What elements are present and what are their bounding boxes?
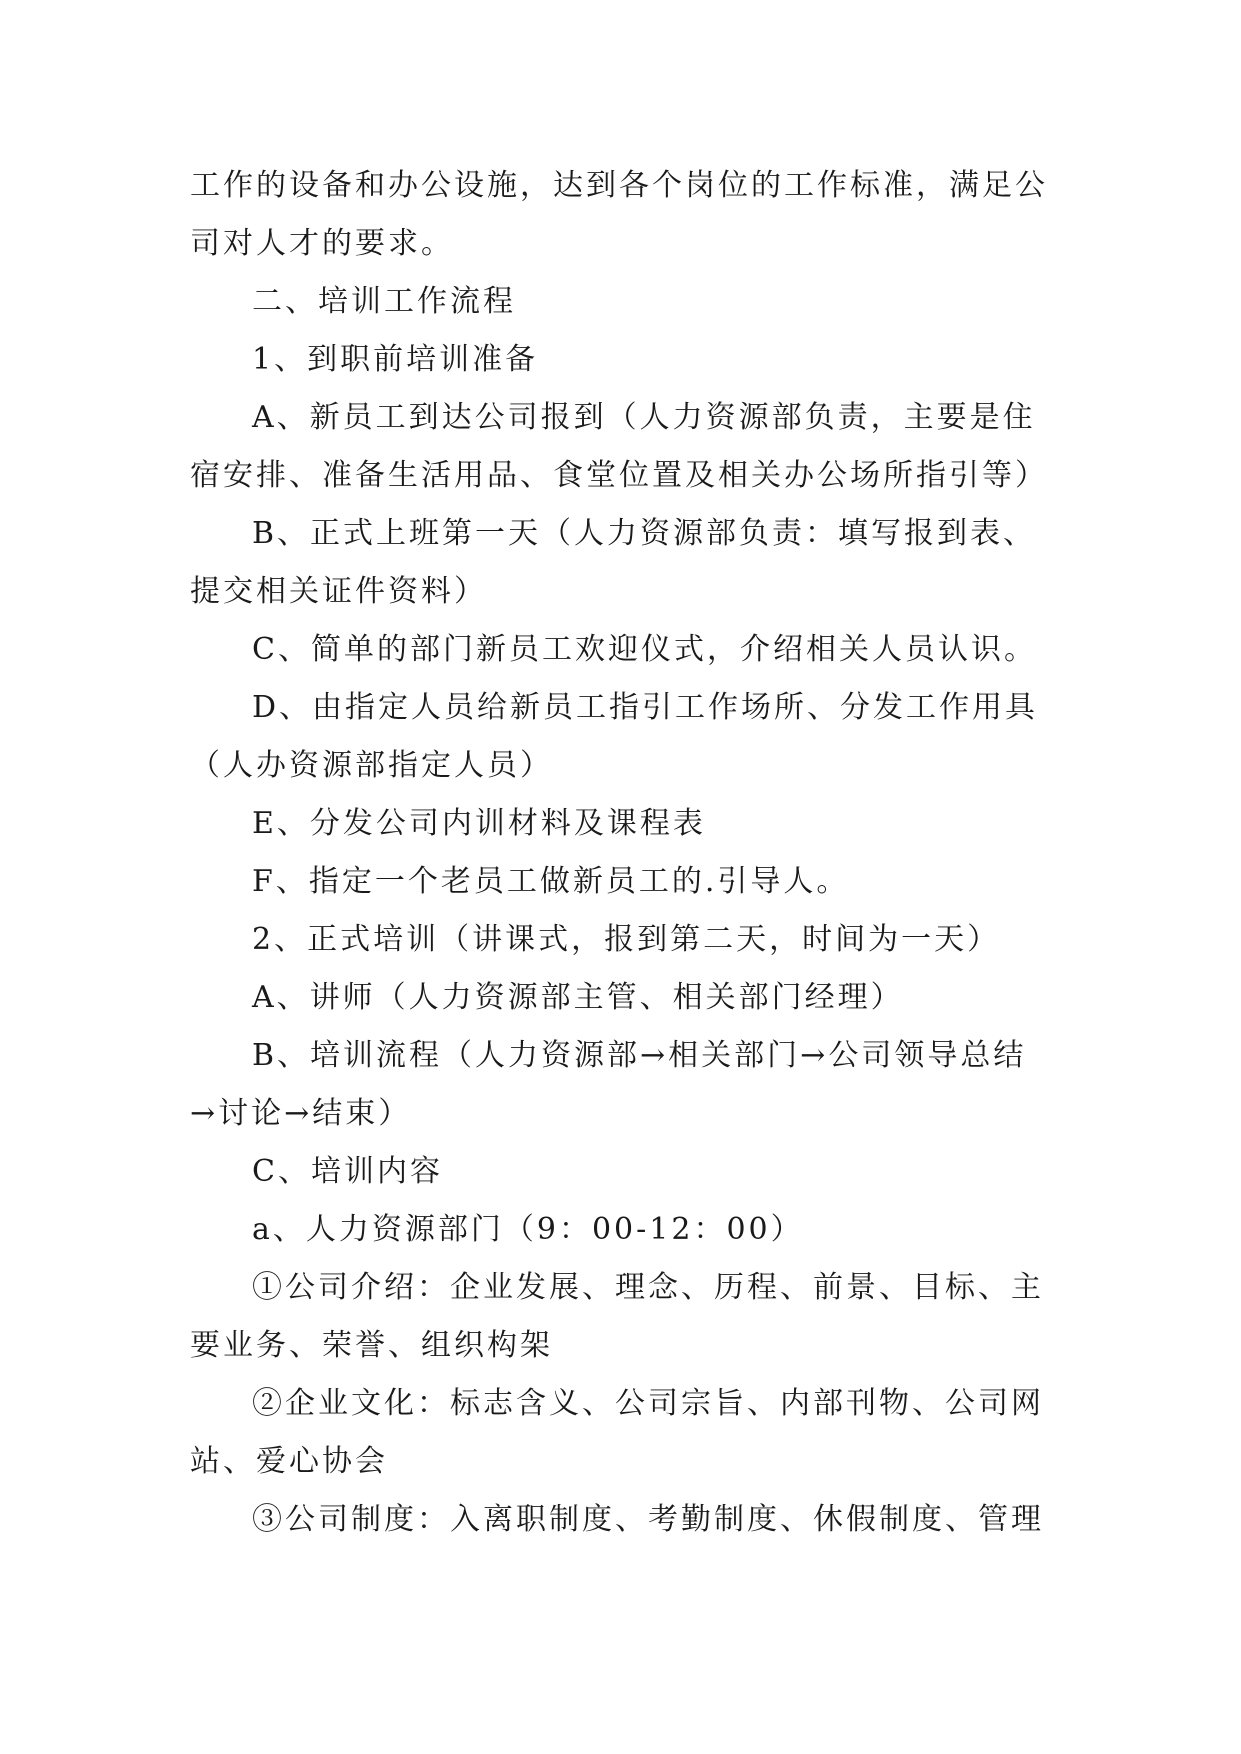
text-line: A、讲师（人力资源部主管、相关部门经理） <box>252 980 904 1015</box>
text-line: 司对人才的要求。 <box>190 226 454 261</box>
text-line: D、由指定人员给新员工指引工作场所、分发工作用具 <box>252 690 1039 725</box>
text-line: 宿安排、准备生活用品、食堂位置及相关办公场所指引等） <box>190 458 1048 493</box>
document-body <box>190 157 1060 1549</box>
text-line: F、指定一个老员工做新员工的.引导人。 <box>252 864 850 899</box>
text-line: A、新员工到达公司报到（人力资源部负责，主要是住 <box>252 400 1036 435</box>
subsection-heading: 1、到职前培训准备 <box>252 342 539 377</box>
text-line: ②企业文化：标志含义、公司宗旨、内部刊物、公司网 <box>252 1386 1044 1421</box>
text-line: B、培训流程（人力资源部→相关部门→公司领导总结 <box>252 1038 1027 1073</box>
text-line: ③公司制度：入离职制度、考勤制度、休假制度、管理 <box>252 1502 1044 1537</box>
subsection-heading: 2、正式培训（讲课式，报到第二天，时间为一天） <box>252 922 1001 957</box>
text-line: a、人力资源部门（9：00-12：00） <box>252 1212 804 1247</box>
text-line: C、简单的部门新员工欢迎仪式，介绍相关人员认识。 <box>252 632 1037 667</box>
section-heading: 二、培训工作流程 <box>252 284 516 319</box>
text-line: 要业务、荣誉、组织构架 <box>190 1328 553 1363</box>
text-line: 提交相关证件资料） <box>190 574 487 609</box>
text-line: （人办资源部指定人员） <box>190 748 553 783</box>
text-line: ①公司介绍：企业发展、理念、历程、前景、目标、主 <box>252 1270 1044 1305</box>
text-line: E、分发公司内训材料及课程表 <box>252 806 706 841</box>
text-line: →讨论→结束） <box>190 1096 412 1131</box>
text-line: B、正式上班第一天（人力资源部负责：填写报到表、 <box>252 516 1037 551</box>
text-line: C、培训内容 <box>252 1154 443 1189</box>
text-line: 工作的设备和办公设施，达到各个岗位的工作标准，满足公 <box>190 168 1048 203</box>
text-line: 站、爱心协会 <box>190 1444 388 1479</box>
